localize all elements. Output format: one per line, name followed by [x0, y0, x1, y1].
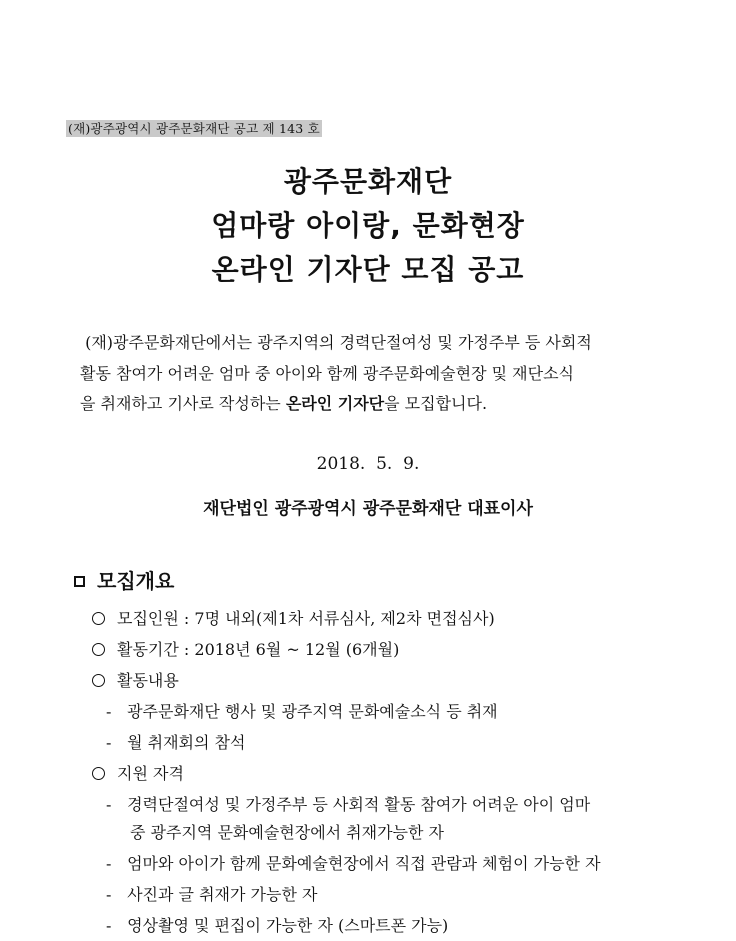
- intro-line-1: (재)광주문화재단에서는 광주지역의 경력단절여성 및 가정주부 등 사회적: [85, 333, 592, 352]
- list-item-qualification: 지원 자격: [92, 759, 184, 789]
- list-item-activity: 활동내용: [92, 666, 179, 696]
- circle-bullet-icon: [92, 767, 105, 780]
- list-subitem-qualification-3: - 사진과 글 취재가 가능한 자: [106, 880, 317, 910]
- list-subitem-qualification-2: - 엄마와 아이가 함께 문화예술현장에서 직접 관람과 체험이 가능한 자: [106, 849, 601, 879]
- circle-bullet-icon: [92, 674, 105, 687]
- dash-bullet-icon: -: [106, 795, 112, 814]
- intro-paragraph: [80, 328, 680, 420]
- dash-bullet-icon: -: [106, 916, 112, 935]
- title-line-2: 엄마랑 아이랑, 문화현장: [211, 209, 525, 242]
- notice-date: 2018. 5. 9.: [316, 454, 420, 474]
- circle-bullet-icon: [92, 643, 105, 656]
- list-item-period: 활동기간 : 2018년 6월 ~ 12월 (6개월): [92, 635, 399, 665]
- list-subitem-activity-1: - 광주문화재단 행사 및 광주지역 문화예술소식 등 취재: [106, 697, 498, 727]
- intro-line-3: 을 취재하고 기사로 작성하는 온라인 기자단을 모집합니다.: [80, 394, 488, 413]
- dash-bullet-icon: -: [106, 702, 112, 721]
- title-line-1: 광주문화재단: [283, 165, 453, 198]
- square-bullet-icon: [74, 576, 85, 587]
- list-subitem-qualification-4: - 영상촬영 및 편집이 가능한 자 (스마트폰 가능): [106, 911, 448, 941]
- document-title: [0, 160, 736, 292]
- section-heading: 모집개요: [74, 566, 174, 596]
- dash-bullet-icon: -: [106, 885, 112, 904]
- title-line-3: 온라인 기자단 모집 공고: [211, 253, 525, 286]
- intro-highlight: 온라인 기자단: [285, 394, 385, 413]
- dash-bullet-icon: -: [106, 854, 112, 873]
- list-subitem-qualification-1-cont: 중 광주지역 문화예술현장에서 취재가능한 자: [130, 823, 445, 842]
- list-subitem-activity-2: - 월 취재회의 참석: [106, 728, 245, 758]
- list-subitem-qualification-1: - 경력단절여성 및 가정주부 등 사회적 활동 참여가 어려운 아이 엄마: [106, 790, 590, 820]
- dash-bullet-icon: -: [106, 733, 112, 752]
- issuer-name: 재단법인 광주광역시 광주문화재단 대표이사: [203, 499, 533, 519]
- notice-number: (재)광주광역시 광주문화재단 공고 제 143 호: [68, 121, 320, 136]
- intro-line-2: 활동 참여가 어려운 엄마 중 아이와 함께 광주문화예술현장 및 재단소식: [80, 363, 574, 383]
- list-item-recruit: 모집인원 : 7명 내외(제1차 서류심사, 제2차 면접심사): [92, 604, 495, 634]
- circle-bullet-icon: [92, 612, 105, 625]
